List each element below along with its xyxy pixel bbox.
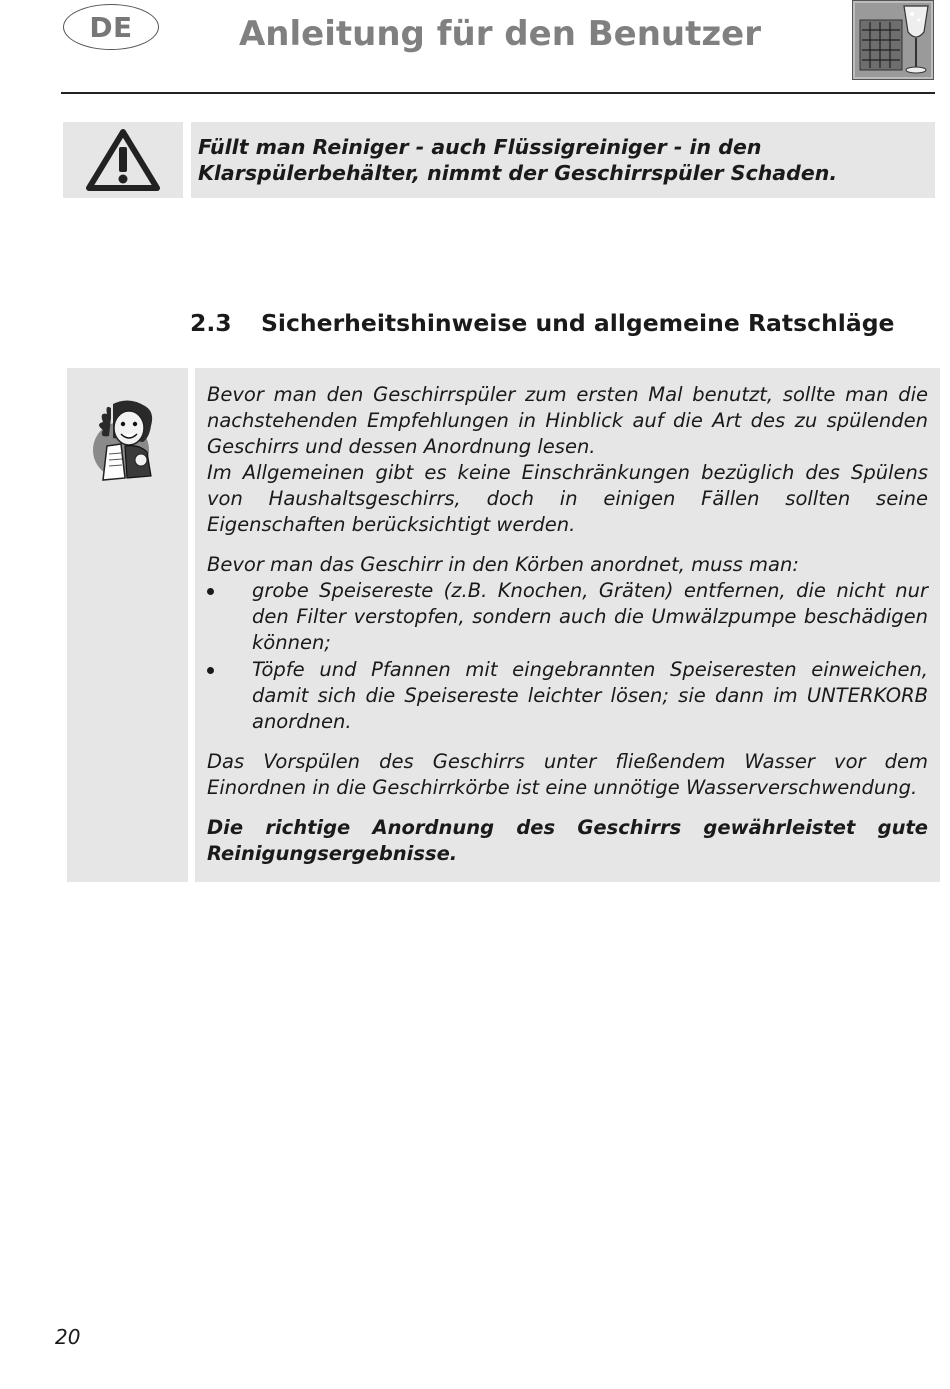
intro-paragraph: Bevor man den Geschirrspüler zum ersten Mal benutzt, sollte man die nachstehenden Empfehlungen in Hinblick auf die Art des zu spülenden Geschirrs und dessen Anordnung lesen.	[207, 383, 928, 458]
section-heading	[190, 309, 894, 337]
warning-icon-panel	[63, 122, 183, 198]
closing-note: Die richtige Anordnung des Geschirrs gewährleistet gute Reinigungsergebnisse.	[207, 816, 928, 865]
document-title: Anleitung für den Benutzer	[238, 14, 762, 54]
warning-text: Füllt man Reiniger - auch Flüssigreiniger - in den Klarspülerbehälter, nimmt der Geschirrspüler Schaden.	[191, 122, 935, 198]
dishwasher-glass-icon	[852, 0, 934, 80]
prerinse-paragraph: Das Vorspülen des Geschirrs unter fließendem Wasser vor dem Einordnen in die Geschirrkörbe ist eine unnötige Wasserverschwendung.	[207, 750, 928, 799]
advice-panel	[195, 368, 940, 882]
general-paragraph: Im Allgemeinen gibt es keine Einschränkungen bezüglich des Spülens von Haushaltsgeschirrs, doch in einigen Fällen sollten seine Eigenschaften berücksichtigt werden.	[207, 461, 928, 536]
header-divider	[61, 92, 935, 94]
warning-triangle-icon	[85, 127, 161, 193]
section-title: Sicherheitshinweise und allgemeine Ratschläge	[261, 309, 895, 337]
list-intro: Bevor man das Geschirr in den Körben anordnet, muss man:	[207, 553, 799, 576]
page-number: 20	[55, 1325, 81, 1349]
list-item: grobe Speisereste (z.B. Knochen, Gräten) entfernen, die nicht nur den Filter verstopfen, sondern auch die Umwälzpumpe beschädigen können;	[207, 578, 928, 656]
list-item: Töpfe und Pfannen mit eingebrannten Speiseresten einweichen, damit sich die Speisereste leichter lösen; sie dann im UNTERKORB anordnen.	[207, 657, 928, 735]
cartoon-woman-reading-icon	[91, 398, 167, 484]
preparation-list	[207, 578, 928, 735]
language-badge-label: DE	[63, 4, 159, 50]
section-number: 2.3	[190, 309, 232, 337]
figure-panel	[67, 368, 188, 882]
